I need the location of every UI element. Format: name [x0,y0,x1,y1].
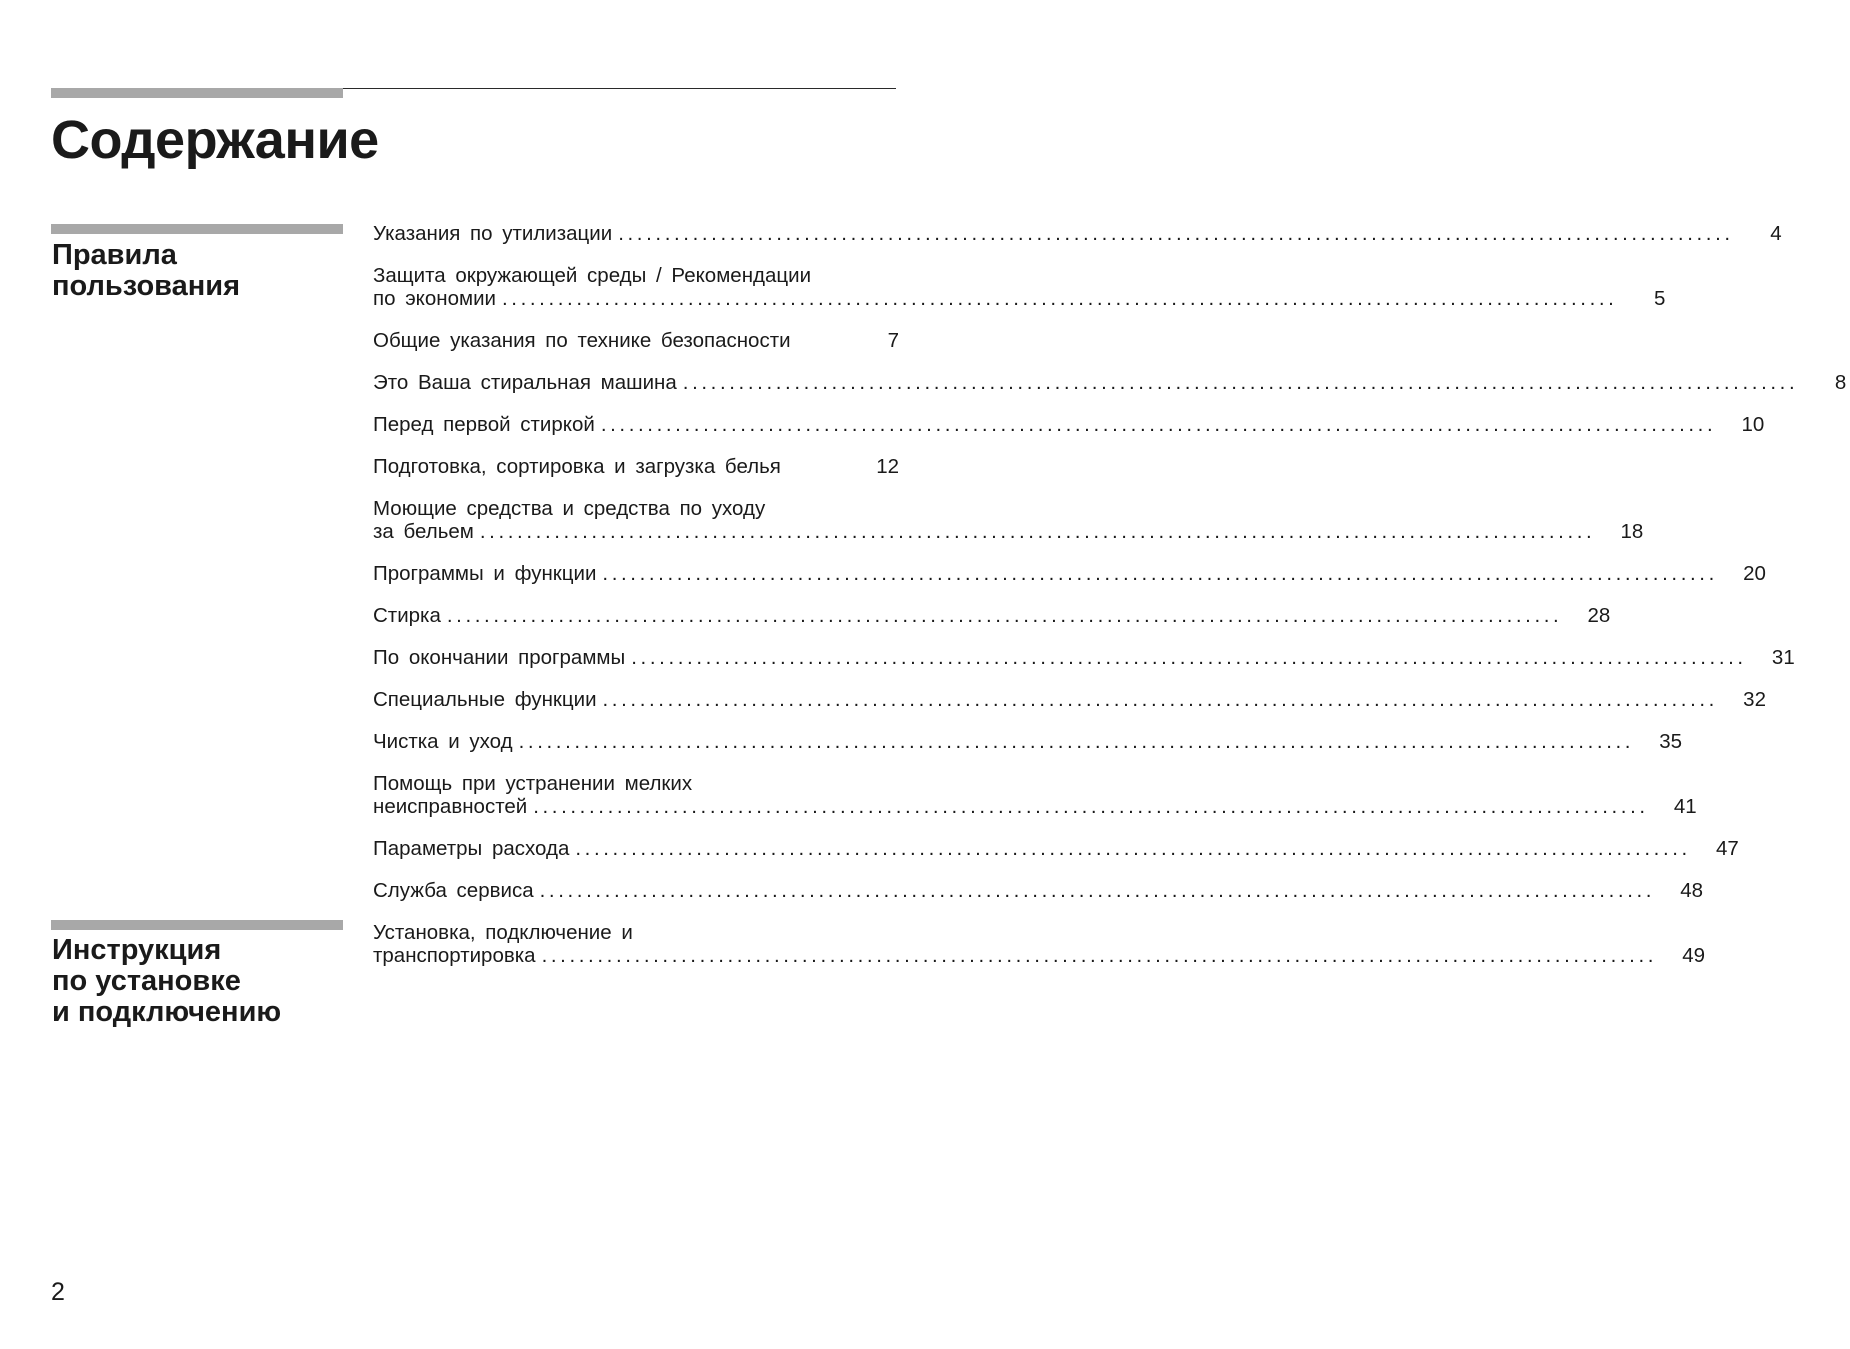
toc-page-number: 28 [1587,604,1611,627]
toc-entry[interactable] [373,921,1706,967]
page-title: Содержание [51,110,379,170]
toc-page-number: 31 [1771,646,1795,669]
toc-page-number: 8 [1834,371,1847,394]
toc-page-number: 7 [887,329,899,352]
toc-entry[interactable] [373,455,903,478]
toc-dot-leader: ........................................................................................................................ [618,222,1734,245]
top-accent-bar [51,88,343,98]
toc-entry[interactable] [373,730,1683,753]
toc-entry[interactable] [373,688,1766,711]
section-title-line: и подключению [52,996,282,1028]
toc-entry-text: Моющие средства и средства по уходу [373,497,766,520]
toc-page-number: 47 [1716,837,1739,860]
toc-entry-text: Общие указания по технике безопасности [373,329,791,352]
table-of-contents [373,222,1847,986]
toc-entry[interactable] [373,329,903,352]
toc-entry-text: неисправностей [373,795,528,818]
toc-entry[interactable] [373,772,1697,818]
toc-entry-text: По окончании программы [373,646,626,669]
section-title-line: Правила [52,239,177,271]
toc-page-number: 18 [1620,520,1644,543]
toc-entry-text: Чистка и уход [373,730,513,753]
toc-entry-text: Перед первой стиркой [373,413,595,436]
toc-page-number: 48 [1680,879,1704,902]
toc-dot-leader: ........................................................................................................................ [602,688,1718,711]
toc-dot-leader: ........................................................................................................................ [533,795,1649,818]
toc-page-number: 32 [1743,688,1766,711]
section-title-installation [52,935,281,1028]
toc-page-number: 49 [1682,944,1706,967]
toc-entry[interactable] [373,837,1739,860]
toc-entry-text: Помощь при устранении мелких [373,772,693,795]
toc-entry-text: Указания по утилизации [373,222,613,245]
toc-entry-text: Установка, подключение и [373,921,633,944]
toc-dot-leader: ........................................................................................................................ [631,646,1747,669]
toc-dot-leader: ........................................................................................................................ [539,879,1656,902]
toc-page-number: 5 [1654,287,1666,310]
toc-entry-text: транспортировка [373,944,536,967]
section-title-line: Инструкция [52,934,222,966]
toc-page-number: 35 [1659,730,1683,753]
toc-entry-text: по экономии [373,287,496,310]
section-title-line: пользования [52,270,241,302]
toc-dot-leader: ........................................................................................................................ [575,837,1691,860]
toc-entry[interactable] [373,371,1847,394]
toc-entry[interactable] [373,879,1704,902]
toc-entry-text: Это Ваша стиральная машина [373,371,677,394]
section-bar-usage [51,224,343,234]
toc-dot-leader: ........................................................................................................................ [501,287,1618,310]
toc-page-number: 41 [1673,795,1697,818]
toc-entry-text: за бельем [373,520,474,543]
toc-dot-leader: ........................................................................................................................ [479,520,1596,543]
toc-page-number: 12 [876,455,899,478]
toc-entry[interactable] [373,646,1795,669]
toc-dot-leader: ........................................................................................................................ [446,604,1563,627]
section-title-line: по установке [52,965,241,997]
toc-page-number: 10 [1741,413,1765,436]
toc-entry-text: Стирка [373,604,441,627]
toc-entry[interactable] [373,497,1644,543]
toc-entry-text: Специальные функции [373,688,597,711]
toc-page-number: 20 [1743,562,1766,585]
toc-dot-leader: ........................................................................................................................ [541,944,1658,967]
toc-dot-leader: ........................................................................................................................ [518,730,1635,753]
toc-entry[interactable] [373,604,1611,627]
toc-entry-text: Служба сервиса [373,879,534,902]
toc-entry[interactable] [373,562,1766,585]
toc-entry[interactable] [373,222,1782,245]
toc-dot-leader: ........................................................................................................................ [682,371,1799,394]
page-number: 2 [51,1278,65,1306]
toc-dot-leader: ........................................................................................................................ [602,562,1718,585]
toc-entry-text: Параметры расхода [373,837,570,860]
section-title-usage [52,240,240,302]
toc-dot-leader: ........................................................................................................................ [600,413,1717,436]
toc-entry-text: Программы и функции [373,562,597,585]
toc-entry[interactable] [373,413,1765,436]
section-bar-installation [51,920,343,930]
toc-page-number: 4 [1770,222,1782,245]
toc-entry-text: Защита окружающей среды / Рекомендации [373,264,812,287]
toc-entry[interactable] [373,264,1666,310]
toc-entry-text: Подготовка, сортировка и загрузка белья [373,455,781,478]
